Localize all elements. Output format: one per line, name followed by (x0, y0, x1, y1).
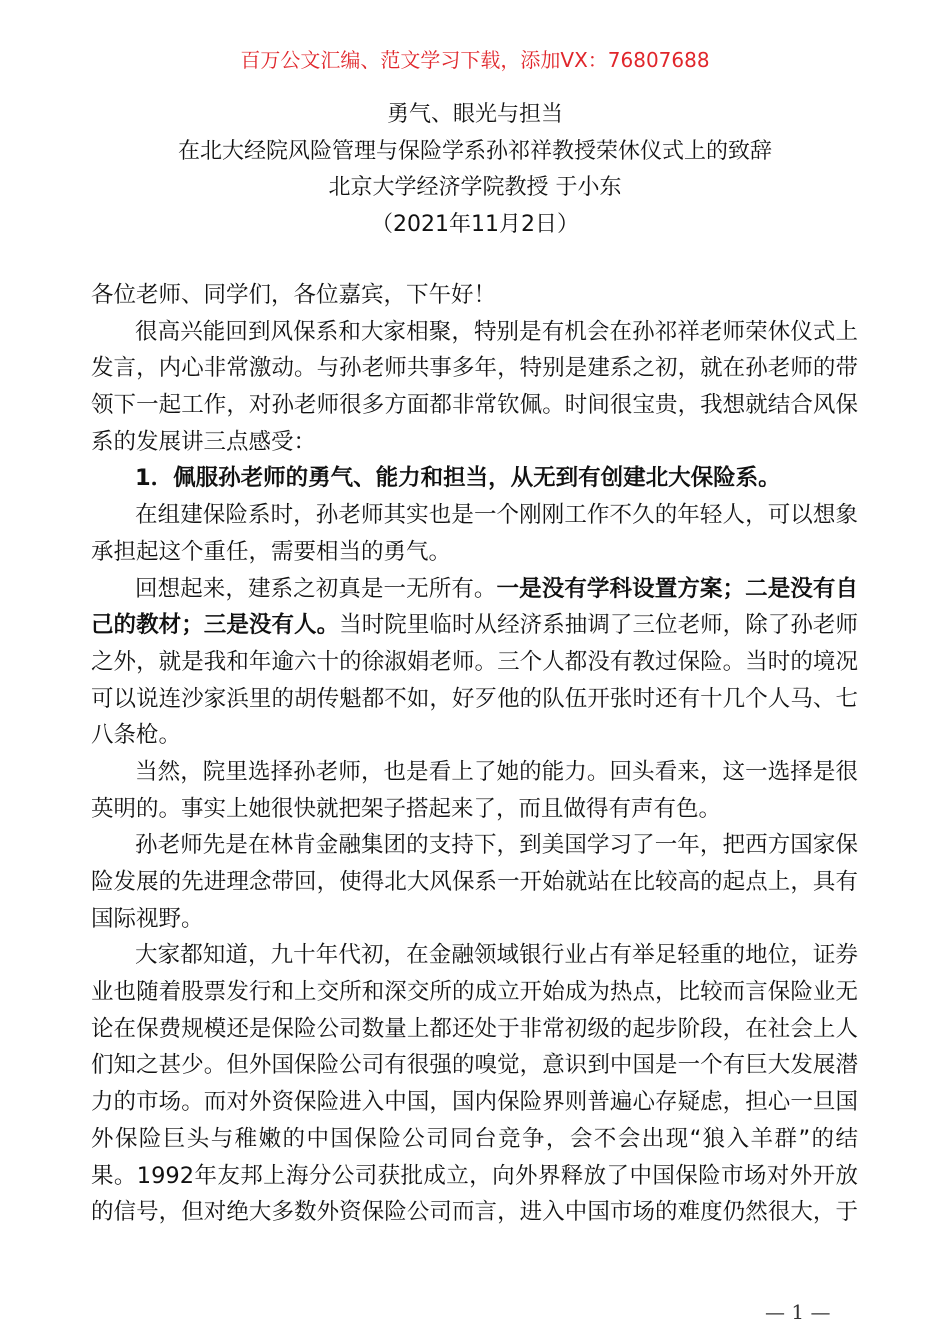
bold-text: 一是没有学科设置方案；二是没有自 (496, 575, 858, 602)
text-segment: 们知之甚少。但外国保险公司有很强的嗅觉，意识到中国是一个有巨大发展潜 (91, 1052, 858, 1079)
bold-text: 1．佩服孙老师的勇气、能力和担当，从无到有创建北大保险系。 (135, 465, 781, 492)
doc-date: （2021年11月2日） (371, 212, 579, 237)
text-segment: 孙老师先是在林肯金融集团的支持下，到美国学习了一年，把西方国家保 (135, 832, 858, 859)
text-segment: 当然，院里选择孙老师，也是看上了她的能力。回头看来，这一选择是很 (135, 758, 858, 785)
text-line (91, 1047, 858, 1084)
text-line (91, 534, 858, 571)
text-line (91, 1194, 858, 1231)
text-line (91, 1011, 858, 1048)
text-segment: 大家都知道，九十年代初，在金融领域银行业占有举足轻重的地位，证券 (135, 942, 858, 969)
text-segment: 系的发展讲三点感受： (91, 428, 317, 455)
text-line (91, 314, 858, 351)
page-number: — 1 — (765, 1300, 831, 1324)
text-segment: 果。1992年友邦上海分公司获批成立，向外界释放了中国保险市场对外开放 (91, 1162, 858, 1189)
text-line (91, 681, 858, 718)
text-line (91, 1121, 858, 1158)
text-segment: 险发展的先进理念带回，使得北大风保系一开始就站在比较高的起点上，具有 (91, 869, 858, 895)
text-line (91, 460, 858, 497)
text-line (91, 607, 858, 644)
text-line (91, 1084, 858, 1121)
text-segment: 八条枪。 (91, 722, 182, 749)
text-segment: 发言，内心非常激动。与孙老师共事多年，特别是建系之初，就在孙老师的带 (91, 355, 858, 382)
text-line (91, 901, 858, 938)
text-line (91, 424, 858, 461)
text-line (91, 754, 858, 791)
text-segment: 英明的。事实上她很快就把架子搭起来了，而且做得有声有色。 (91, 795, 722, 822)
text-line (91, 974, 858, 1011)
doc-author: 北京大学经济学院教授 于小东 (328, 175, 622, 200)
text-segment: 论在保费规模还是保险公司数量上都还处于非常初级的起步阶段，在社会上人 (91, 1015, 858, 1042)
text-segment: 回想起来，建系之初真是一无所有。 (135, 575, 497, 602)
text-segment: 在组建保险系时，孙老师其实也是一个刚刚工作不久的年轻人，可以想象 (135, 502, 858, 529)
text-segment: 领下一起工作，对孙老师很多方面都非常钦佩。时间很宝贵，我想就结合风保 (91, 392, 858, 419)
text-line (91, 277, 858, 314)
text-segment: 各位老师、同学们，各位嘉宾，下午好！ (91, 282, 497, 308)
text-segment: 之外，就是我和年逾六十的徐淑娟老师。三个人都没有教过保险。当时的境况 (91, 648, 858, 675)
text-segment: 当时院里临时从经济系抽调了三位老师，除了孙老师 (339, 612, 858, 639)
text-segment: 外保险巨头与稚嫩的中国保险公司同台竞争，会不会出现“狼入羊群”的结 (91, 1125, 858, 1152)
text-line (91, 571, 858, 608)
text-segment: 业也随着股票发行和上交所和深交所的成立开始成为热点，比较而言保险业无 (91, 979, 858, 1006)
bold-text: 己的教材；三是没有人。 (91, 612, 340, 639)
text-line (91, 717, 858, 754)
text-segment: 国际视野。 (91, 905, 204, 932)
text-line (91, 864, 858, 901)
text-segment: 的信号，但对绝大多数外资保险公司而言，进入中国市场的难度仍然很大，于 (91, 1199, 858, 1226)
text-segment: 可以说连沙家浜里的胡传魁都不如，好歹他的队伍开张时还有十几个人马、七 (91, 685, 858, 712)
text-line (91, 350, 858, 387)
text-line (91, 791, 858, 828)
doc-subtitle: 在北大经院风险管理与保险学系孙祁祥教授荣休仪式上的致辞 (177, 139, 772, 164)
text-line (91, 497, 858, 534)
text-line (91, 644, 858, 681)
text-line (91, 1158, 858, 1195)
text-segment: 承担起这个重任，需要相当的勇气。 (91, 538, 452, 565)
doc-body (91, 277, 858, 1231)
text-line (91, 937, 858, 974)
text-segment: 力的市场。而对外资保险进入中国，国内保险界则普遍心存疑虑，担心一旦国 (91, 1089, 858, 1116)
doc-title: 勇气、眼光与担当 (386, 102, 563, 127)
text-line (91, 387, 858, 424)
text-line (91, 827, 858, 864)
watermark-header: 百万公文汇编、范文学习下载，添加VX：76807688 (240, 48, 710, 72)
text-segment: 很高兴能回到风保系和大家相聚，特别是有机会在孙祁祥老师荣休仪式上 (135, 318, 858, 345)
